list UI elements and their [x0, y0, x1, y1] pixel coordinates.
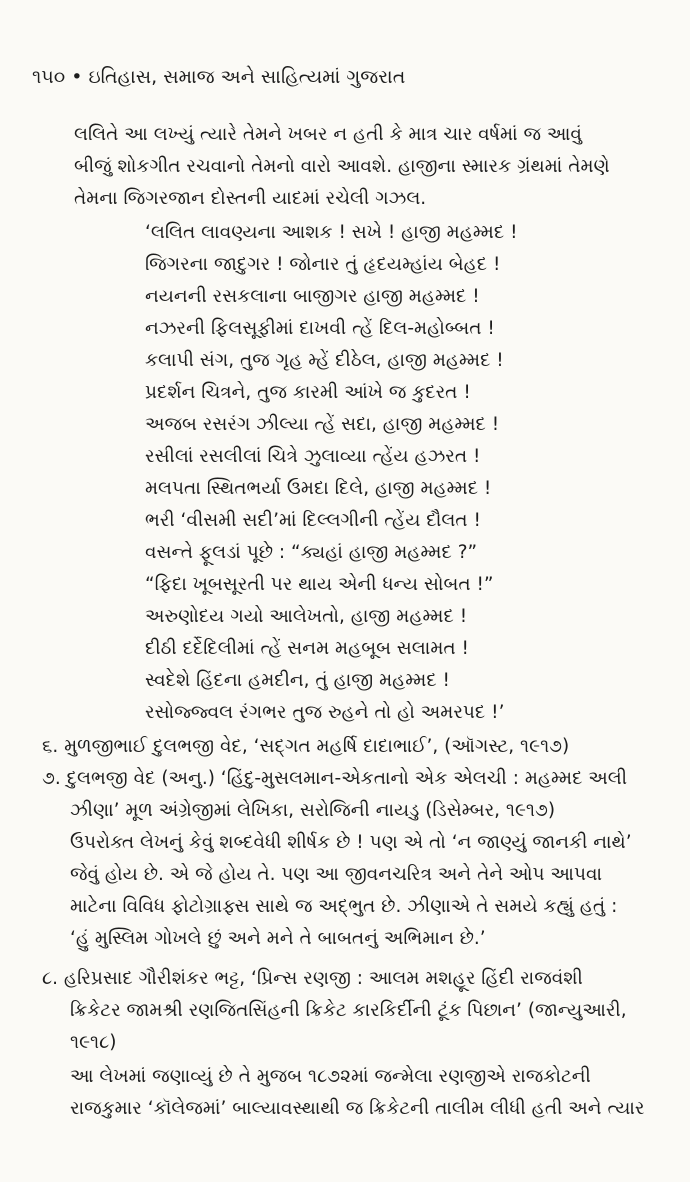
footnote-7: ૭. દુલભજી વેદ (અનુ.) ‘હિંદુ-મુસલમાન-એકતાનો એક એલચી : મહમ્મદ અલી — [42, 768, 628, 789]
footnote-line: ‘હું મુસ્લિમ ગોખલે છું અને મને તે બાબતનું અભિમાન છે.’ — [70, 928, 486, 949]
footnote-line: ૧૯૧૮) — [70, 1032, 117, 1053]
poem-line: વસન્તે ફૂલડાં પૂછે : “ક્યહાં હાજી મહમ્મદ ?” — [145, 542, 478, 563]
footnote-line: ઝીણા’ મૂળ અંગ્રેજીમાં લેખિકા, સરોજિની નાયડુ (ડિસેમ્બર, ૧૯૧૭) — [70, 800, 556, 821]
footnote-6: ૬. મુળજીભાઈ દુલભજી વેદ, ‘સદ્ગત મહર્ષિ દાદાભાઈ’, (ઑગસ્ટ, ૧૯૧૭) — [42, 736, 570, 757]
poem-line: અજબ રસરંગ ઝીલ્યા ત્હેં સદા, હાજી મહમ્મદ ! — [145, 414, 500, 435]
poem-line: દીઠી દર્દેદિલીમાં ત્હેં સનમ મહબૂબ સલામત ! — [145, 638, 469, 659]
footnote-line: રાજકુમાર ‘કૉલેજમાં’ બાલ્યાવસ્થાથી જ ક્રિકેટની તાલીમ લીધી હતી અને ત્યાર — [70, 1098, 645, 1119]
footnote-line: ક્રિકેટર જામશ્રી રણજિતસિંહની ક્રિકેટ કારકિર્દીની ટૂંક પિછાન’ (જાન્યુઆરી, — [70, 1000, 627, 1021]
poem-line: મલપતા સ્થિતભર્યા ઉમદા દિલે, હાજી મહમ્મદ ! — [145, 478, 492, 499]
intro-line: લલિતે આ લખ્યું ત્યારે તેમને ખબર ન હતી કે માત્ર ચાર વર્ષમાં જ આવું — [74, 124, 582, 145]
poem-line: જિગરના જાદુગર ! જોનાર તું હૃદયમ્હાંય બેહદ ! — [145, 254, 501, 275]
poem-line: કલાપી સંગ, તુજ ગૃહ મ્હેં દીઠેલ, હાજી મહમ્મદ ! — [145, 350, 504, 371]
page-number: ૧૫૦ — [32, 66, 66, 88]
running-title: ઇતિહાસ, સમાજ અને સાહિત્યમાં ગુજરાત — [88, 66, 406, 88]
bullet-icon: • — [71, 66, 83, 88]
poem-line: ‘લલિત લાવણ્યના આશક ! સખે ! હાજી મહમ્મદ ! — [145, 222, 518, 243]
footnote-line: માટેના વિવિધ ફોટોગ્રાફ્સ સાથે જ અદ્ભુત છે. ઝીણાએ તે સમયે કહ્યું હતું : — [70, 896, 618, 917]
footnote-line: આ લેખમાં જણાવ્યું છે તે મુજબ ૧૮૭૨માં જન્મેલા રણજીએ રાજકોટની — [70, 1066, 591, 1087]
poem-line: “ફિદા ખૂબસૂરતી પર થાય એની ધન્ય સોબત !” — [145, 574, 494, 595]
poem-line: નયનની રસકલાના બાજીગર હાજી મહમ્મદ ! — [145, 286, 480, 307]
poem-line: નઝરની ફિલસૂફીમાં દાખવી ત્હેં દિલ-મહોબ્બત ! — [145, 318, 495, 339]
poem-line: અરુણોદય ગયો આલેખતો, હાજી મહમ્મદ ! — [145, 606, 468, 627]
footnote-8: ૮. હરિપ્રસાદ ગૌરીશંકર ભટ્ટ, ‘પ્રિન્સ રણજી : આલમ મશહૂર હિંદી રાજવંશી — [42, 968, 583, 989]
page-header — [32, 66, 405, 88]
footnote-line: જેવું હોય છે. એ જે હોય તે. પણ આ જીવનચરિત્ર અને તેને ઓપ આપવા — [70, 864, 603, 885]
poem-line: રસોજ્જ્વલ રંગભર તુજ રુહને તો હો અમરપદ !’ — [145, 702, 505, 723]
poem-line: ભરી ‘વીસમી સદી’માં દિલ્લગીની ત્હેંય દૌલત ! — [145, 510, 481, 531]
poem-line: પ્રદર્શન ચિત્રને, તુજ કારમી આંખે જ કુદરત ! — [145, 382, 471, 403]
poem-line: સ્વદેશે હિંદના હમદીન, તું હાજી મહમ્મદ ! — [145, 670, 450, 691]
intro-line: તેમના જિગરજાન દોસ્તની યાદમાં રચેલી ગઝલ. — [74, 188, 427, 209]
poem-line: રસીલાં રસલીલાં ચિત્રે ઝુલાવ્યા ત્હેંય હઝરત ! — [145, 446, 481, 467]
intro-line: બીજું શોકગીત રચવાનો તેમનો વારો આવશે. હાજીના સ્મારક ગ્રંથમાં તેમણે — [74, 156, 610, 177]
footnote-line: ઉપરોક્ત લેખનું કેવું શબ્દવેધી શીર્ષક છે ! પણ એ તો ‘ન જાણ્યું જાનકી નાથે’ — [70, 832, 632, 853]
